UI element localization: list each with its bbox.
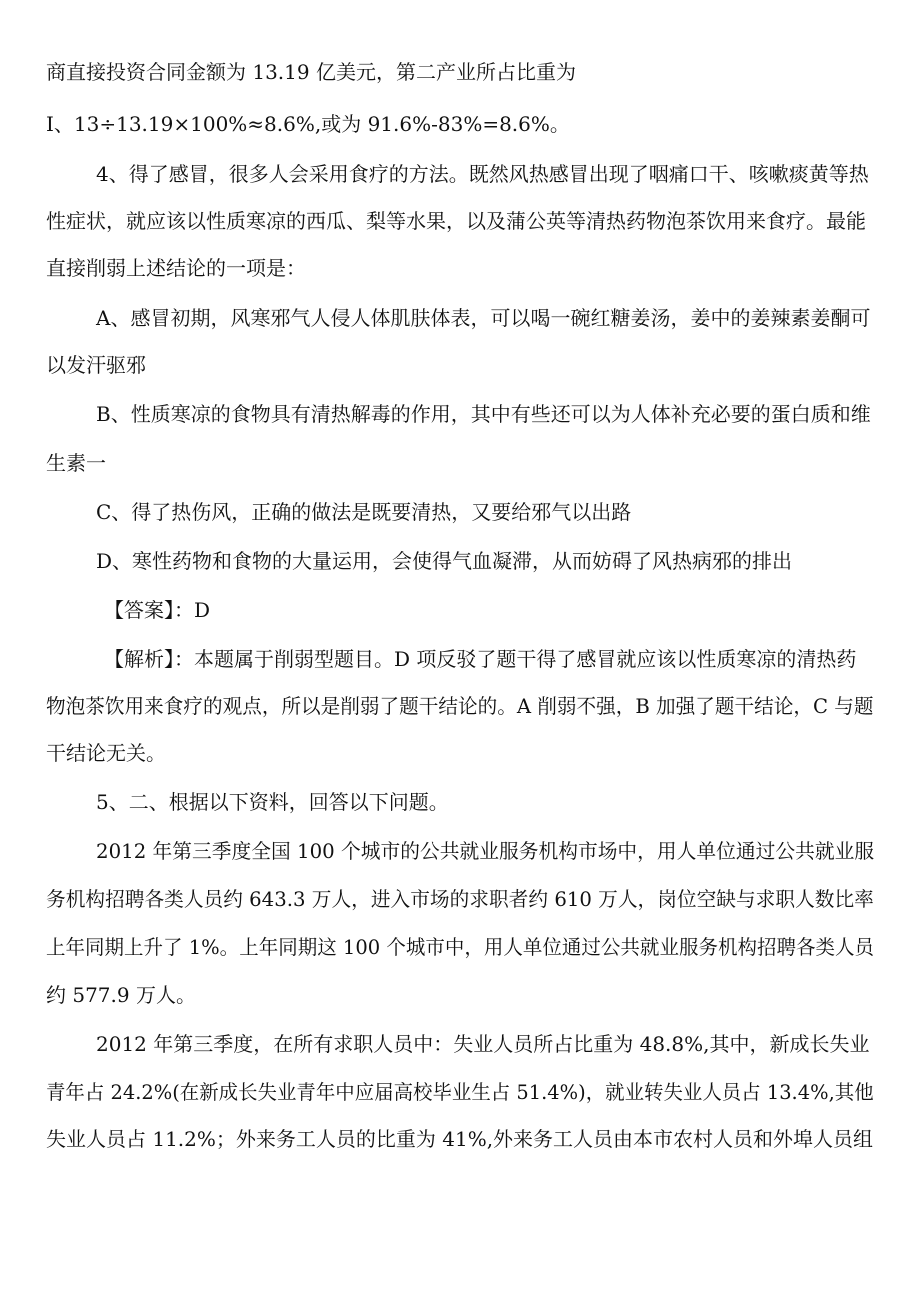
- material-p1-line-3: 上年同期上升了 1%。上年同期这 100 个城市中，用人单位通过公共就业服务机构招聘各类人员: [46, 935, 875, 959]
- option-b-line-1: B、性质寒凉的食物具有清热解毒的作用，其中有些还可以为人体补充必要的蛋白质和维: [96, 402, 871, 426]
- material-p1-line-1: 2012 年第三季度全国 100 个城市的公共就业服务机构市场中，用人单位通过公共就业服: [96, 839, 875, 863]
- option-b-line-2: 生素一: [46, 451, 106, 475]
- analysis-line-3: 干结论无关。: [46, 741, 166, 765]
- material-p1-line-2: 务机构招聘各类人员约 643.3 万人，进入市场的求职者约 610 万人，岗位空缺与求职人数比率: [46, 887, 874, 911]
- question-5-heading: 5、二、根据以下资料，回答以下问题。: [96, 790, 449, 814]
- material-p2-line-2: 青年占 24.2%(在新成长失业青年中应届高校毕业生占 51.4%)，就业转失业人员占 13.4%,其他: [46, 1080, 874, 1104]
- question-4-stem-line-2: 性症状，就应该以性质寒凉的西瓜、梨等水果，以及蒲公英等清热药物泡茶饮用来食疗。最能: [46, 209, 866, 233]
- option-c: C、得了热伤风，正确的做法是既要清热，又要给邪气以出路: [96, 500, 632, 524]
- material-p2-line-3: 失业人员占 11.2%；外来务工人员的比重为 41%,外来务工人员由本市农村人员和外埠人员组: [46, 1127, 874, 1151]
- option-a-line-1: A、感冒初期，风寒邪气人侵人体肌肤体表，可以喝一碗红糖姜汤，姜中的姜辣素姜酮可: [96, 306, 871, 330]
- analysis-line-1: 【解析】：本题属于削弱型题目。D 项反驳了题干得了感冒就应该以性质寒凉的清热药: [104, 647, 857, 671]
- text-line-2: I、13÷13.19×100%≈8.6%,或为 91.6%-83%=8.6%。: [46, 112, 570, 136]
- option-d: D、寒性药物和食物的大量运用，会使得气血凝滞，从而妨碍了风热病邪的排出: [96, 549, 793, 573]
- answer-line: 【答案】：D: [104, 598, 211, 622]
- option-a-line-2: 以发汗驱邪: [46, 353, 146, 377]
- question-4-stem-line-1: 4、得了感冒，很多人会采用食疗的方法。既然风热感冒出现了咽痛口干、咳嗽痰黄等热: [96, 162, 869, 186]
- material-p2-line-1: 2012 年第三季度，在所有求职人员中：失业人员所占比重为 48.8%,其中，新成长失业: [96, 1032, 870, 1056]
- question-4-stem-line-3: 直接削弱上述结论的一项是：: [46, 256, 306, 280]
- text-line-1: 商直接投资合同金额为 13.19 亿美元，第二产业所占比重为: [46, 60, 576, 84]
- analysis-line-2: 物泡茶饮用来食疗的观点，所以是削弱了题干结论的。A 削弱不强，B 加强了题干结论，C 与题: [46, 694, 874, 718]
- material-p1-line-4: 约 577.9 万人。: [46, 983, 196, 1007]
